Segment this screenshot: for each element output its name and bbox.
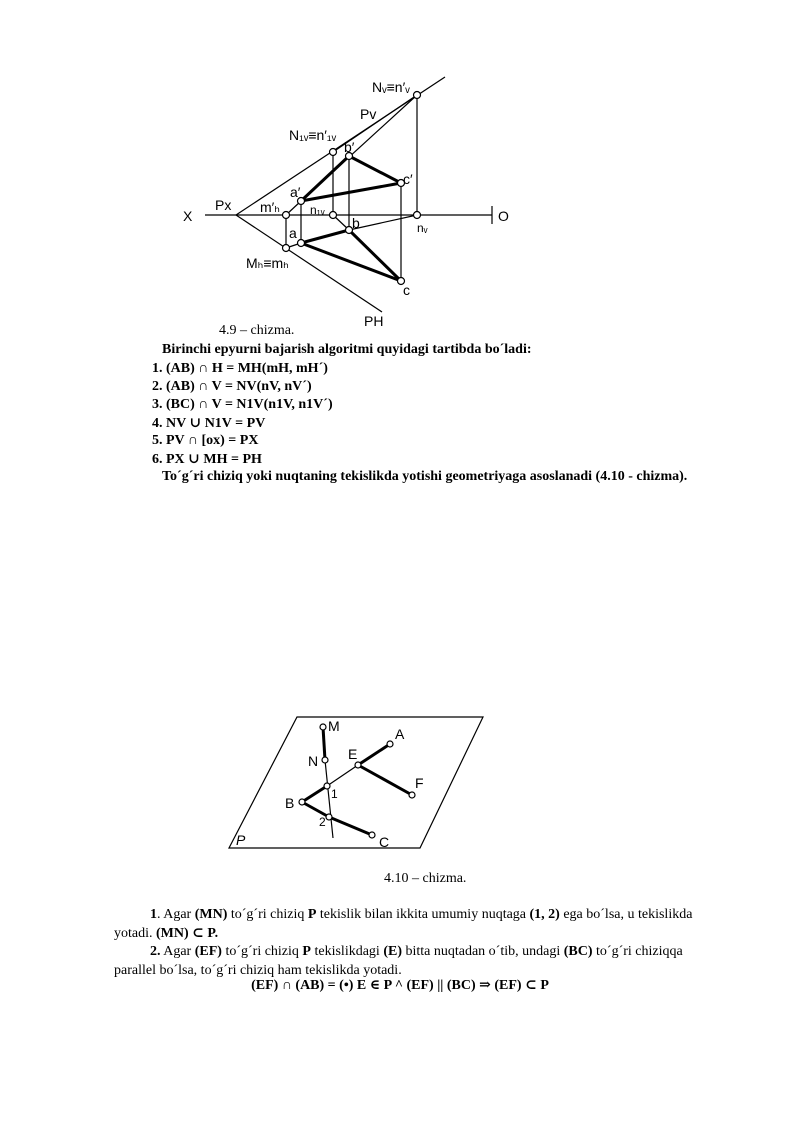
label-a-prime: a′	[290, 184, 301, 200]
label-m: M	[328, 718, 340, 734]
algorithm-step: 4. NV ∪ N1V = PV	[152, 416, 266, 431]
segment-a-e	[358, 744, 390, 765]
rule-term: (MN) ⊂ P.	[156, 926, 219, 941]
edge-b-c	[349, 230, 401, 281]
point-c	[369, 832, 375, 838]
point-f	[409, 792, 415, 798]
label-a: A	[395, 726, 405, 742]
segment-e-f	[358, 765, 412, 795]
algorithm-step: 5. PV ∩ [ox) = PX	[152, 433, 259, 448]
label-pv: Pv	[360, 106, 377, 122]
label-1: 1	[331, 787, 338, 801]
intro-sentence: To´g´ri chiziq yoki nuqtaning tekislikda yotishi geometriyaga asoslanadi (4.10 - chizma).	[162, 469, 688, 484]
label-ph: PH	[364, 313, 384, 329]
rule-2	[114, 942, 742, 980]
segment-2-c	[329, 817, 372, 835]
segment-e-1	[327, 765, 358, 786]
rule-text: yotadi.	[114, 926, 156, 941]
rule-text: tekislikdagi	[310, 944, 384, 959]
algorithm-step: 6. PX ∪ MH = PH	[152, 452, 262, 467]
rule-2-number: 2.	[150, 944, 161, 959]
point-nv	[414, 212, 421, 219]
rule-1-number: 1	[150, 907, 157, 922]
rule-term: P	[307, 907, 317, 922]
rule-term: P	[302, 944, 311, 959]
algorithm-step: 2. (AB) ∩ V = NV(nV, nV´)	[152, 379, 312, 394]
point-mh	[283, 245, 290, 252]
label-nv-nv-prime: Nᵥ≡n′ᵥ	[372, 79, 410, 95]
label-x: X	[183, 208, 193, 224]
segment-1-b	[302, 786, 327, 802]
segment-m-n	[323, 727, 325, 760]
label-c-prime: c′	[403, 171, 413, 187]
edge-a-c	[301, 243, 401, 281]
label-2: 2	[319, 815, 326, 829]
point-n	[322, 757, 328, 763]
rule-text: bitta nuqtadan o´tib, undagi	[401, 944, 564, 959]
label-e: E	[348, 746, 358, 762]
label-c: c	[403, 282, 410, 298]
edge-b-c-prime	[349, 156, 401, 183]
point-n1v-prime	[330, 149, 337, 156]
point-m-prime	[283, 212, 290, 219]
rule-text: to´g´ri chiziq	[221, 944, 303, 959]
label-b-prime: b′	[344, 139, 355, 155]
rule-text: tekislik bilan ikkita umumiy nuqtaga	[316, 907, 530, 922]
point-a	[387, 741, 393, 747]
label-mh-mh: Mₕ≡mₕ	[246, 255, 289, 271]
rule-text: Agar	[160, 944, 195, 959]
figure-4-9	[170, 68, 530, 330]
label-f: F	[415, 775, 424, 791]
figure-4-9-caption: 4.9 – chizma.	[219, 323, 295, 338]
label-b: B	[285, 795, 295, 811]
edge-a-b	[301, 230, 349, 243]
point-n1v	[330, 212, 337, 219]
label-o: O	[498, 208, 509, 224]
point-e	[355, 762, 361, 768]
rule-term: (MN)	[194, 907, 228, 922]
rule-text: to´g´ri chiziq	[227, 907, 308, 922]
label-n: N	[308, 753, 319, 769]
point-1	[324, 783, 330, 789]
point-2	[326, 814, 332, 820]
point-nv-prime	[414, 92, 421, 99]
rule-text: . Agar	[157, 907, 195, 922]
algorithm-step: 1. (AB) ∩ H = MH(mH, mH´)	[152, 361, 328, 376]
rule-term: (1, 2)	[529, 907, 560, 922]
figure-4-10	[222, 710, 492, 852]
label-p: P	[236, 832, 246, 848]
label-m-prime: m′ₕ	[260, 199, 280, 215]
formula: (EF) ∩ (AB) = (•) E ∈ P ^ (EF) || (BC) ⇒ (EF) ⊂ P	[251, 978, 549, 993]
rule-text: ega bo´lsa, u tekislikda	[559, 907, 693, 922]
label-px: Px	[215, 197, 232, 213]
label-b: b	[352, 215, 360, 231]
label-c: C	[379, 834, 390, 850]
figure-4-10-caption: 4.10 – chizma.	[384, 871, 467, 886]
rule-term: (BC)	[563, 944, 593, 959]
rule-1	[114, 905, 742, 943]
label-nv: nᵥ	[417, 221, 428, 235]
algorithm-heading: Birinchi epyurni bajarish algoritmi quyidagi tartibda bo´ladi:	[162, 342, 532, 357]
rule-2-line2: parallel bo´lsa, to´g´ri chiziq ham tekislikda yotadi.	[114, 963, 402, 978]
rule-text: to´g´ri chiziqqa	[592, 944, 683, 959]
point-m	[320, 724, 326, 730]
rule-term: (E)	[383, 944, 402, 959]
algorithm-step: 3. (BC) ∩ V = N1V(n1V, n1V´)	[152, 397, 333, 412]
point-a	[298, 240, 305, 247]
rule-term: (EF)	[194, 944, 222, 959]
label-n1v-n1v-prime: N₁ᵥ≡n′₁ᵥ	[289, 127, 337, 143]
point-b	[299, 799, 305, 805]
label-n1v: n₁ᵥ	[310, 203, 325, 217]
label-a: a	[289, 225, 297, 241]
